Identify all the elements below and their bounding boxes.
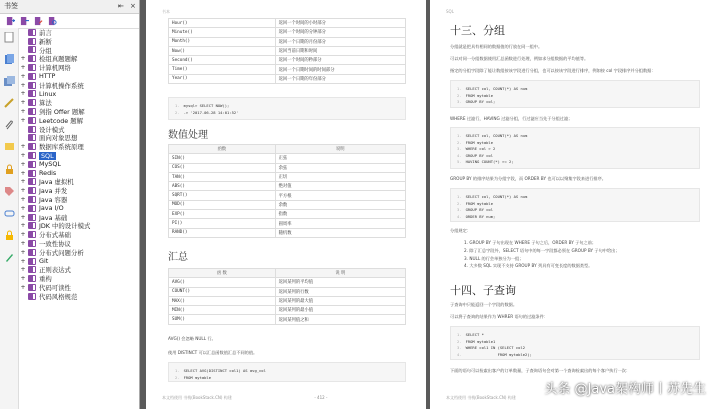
rule-item: 1. GROUP BY 子句出现在 WHERE 子句之后，ORDER BY 子句之前； xyxy=(464,240,597,245)
bookmark-tree xyxy=(20,28,137,409)
aggregate-function-table xyxy=(168,268,406,325)
code-text: FROM mytable2); xyxy=(465,351,532,357)
bookmark-label: Git xyxy=(39,257,49,266)
layers-icon[interactable] xyxy=(4,76,15,87)
signature-icon[interactable] xyxy=(4,98,15,109)
table-row xyxy=(169,163,406,172)
table-row xyxy=(169,65,406,74)
bookmark-icon xyxy=(28,99,36,106)
section-heading-aggregate: 汇总 xyxy=(168,252,188,263)
close-panel-icon[interactable]: × xyxy=(130,2,136,10)
table-cell: Hour() xyxy=(169,19,276,28)
bookmark-item[interactable] xyxy=(20,134,137,143)
table-header-row xyxy=(169,145,406,154)
bookmark-icon xyxy=(28,82,36,89)
lock-icon[interactable] xyxy=(4,230,15,241)
bookmark-icon xyxy=(28,46,36,53)
new-bookmark-icon[interactable] xyxy=(34,17,43,26)
table-cell: COS() xyxy=(169,163,276,172)
table-cell: 余数 xyxy=(275,200,405,209)
bookmark-icon xyxy=(28,196,36,203)
expand-bookmark-icon[interactable] xyxy=(6,17,15,26)
expand-icon[interactable]: + xyxy=(20,231,26,239)
line-number: 1. xyxy=(175,368,180,373)
expand-icon[interactable]: + xyxy=(20,152,26,160)
page-footer xyxy=(162,395,410,401)
bookmark-item[interactable] xyxy=(20,107,137,116)
bookmark-icon xyxy=(28,222,36,229)
bookmark-label: 分布式问题分析 xyxy=(39,248,84,257)
expand-icon[interactable]: + xyxy=(20,116,26,124)
section-heading-subquery: 十四、子查询 xyxy=(450,284,516,297)
bookmark-item[interactable] xyxy=(20,204,137,213)
bookmark-label: 新断 xyxy=(39,37,52,46)
bookmark-item[interactable] xyxy=(20,178,137,187)
table-cell: MAX() xyxy=(169,296,276,305)
table-cell: 返回一个日期的月份部分 xyxy=(275,37,405,46)
column-header: 函 数 xyxy=(169,269,276,278)
expand-icon[interactable]: + xyxy=(20,257,26,265)
paragraph: 可以将子查询的结果作为 WHRER 语句的过滤条件： xyxy=(450,314,548,319)
code-line xyxy=(175,375,399,382)
bookmarks-title: 书签 xyxy=(4,2,18,10)
line-number: 2. xyxy=(457,338,462,344)
bookmark-item[interactable] xyxy=(20,169,137,178)
paragraph: AVG() 会忽略 NULL 行。 xyxy=(168,336,216,341)
bookmark-label: Java 虚拟机 xyxy=(39,178,74,187)
page-number: - 412 - xyxy=(314,395,328,400)
table-cell: 圆周率 xyxy=(275,219,405,228)
expand-icon[interactable]: + xyxy=(20,275,26,283)
expand-icon[interactable]: + xyxy=(20,248,26,256)
table-cell: EXP() xyxy=(169,210,276,219)
expand-icon[interactable]: + xyxy=(20,222,26,230)
table-cell: COUNT() xyxy=(169,287,276,296)
line-number: 3. xyxy=(457,345,462,350)
page-header: SQL xyxy=(446,9,454,14)
bookmark-label: 剑指 Offer 题解 xyxy=(39,108,85,117)
code-text: HAVING COUNT(*) >= 2; xyxy=(465,159,514,164)
bookmark-label: 数据库系统原理 xyxy=(39,143,84,152)
column-header: 函数 xyxy=(169,145,276,154)
expand-icon[interactable]: + xyxy=(20,55,26,63)
bookmark-item[interactable] xyxy=(20,72,137,81)
column-header: 说明 xyxy=(275,145,405,154)
table-cell: 返回一个日期时间的时间部分 xyxy=(275,65,405,74)
bookmark-item[interactable] xyxy=(20,257,137,266)
table-cell: RAND() xyxy=(169,228,276,237)
bookmark-item[interactable] xyxy=(20,151,137,160)
bookmark-item[interactable] xyxy=(20,230,137,239)
code-block xyxy=(450,80,700,108)
pdf-page-left xyxy=(146,0,426,409)
table-cell: 余弦 xyxy=(275,163,405,172)
bookmark-item[interactable] xyxy=(20,195,137,204)
table-row xyxy=(169,172,406,181)
expand-icon[interactable]: + xyxy=(20,187,26,195)
table-cell: 正切 xyxy=(275,172,405,181)
bookmark-icon xyxy=(28,205,36,212)
code-block xyxy=(450,188,700,222)
code-block xyxy=(168,97,406,120)
pen-icon[interactable] xyxy=(4,252,15,263)
bookmark-label: 算法 xyxy=(39,99,52,108)
expand-icon[interactable]: + xyxy=(20,266,26,274)
attachment-icon[interactable] xyxy=(4,120,15,131)
code-line xyxy=(175,110,399,117)
bookmark-label: 设计模式 xyxy=(39,125,65,134)
table-cell: 返回某列的平均值 xyxy=(275,278,405,287)
table-cell: MOD() xyxy=(169,200,276,209)
table-row xyxy=(169,46,406,55)
bookmark-icon xyxy=(28,284,36,291)
paragraph: 分组规定： xyxy=(450,228,471,233)
table-cell: MIN() xyxy=(169,306,276,315)
bookmark-icon xyxy=(28,126,36,133)
line-number: 5. xyxy=(457,159,462,164)
line-number: 2. xyxy=(457,139,462,145)
bookmark-icon xyxy=(28,143,36,150)
line-number: 4. xyxy=(457,351,462,357)
bookmark-label: Linux xyxy=(39,89,57,98)
table-row xyxy=(169,315,406,324)
table-cell: 返回一个时间的小时部分 xyxy=(275,19,405,28)
code-text: SELECT AVG(DISTINCT col1) AS avg_col xyxy=(183,368,266,373)
table-row xyxy=(169,306,406,315)
paragraph: WHERE 过滤行，HAVING 过滤分组，行过滤应当先于分组过滤； xyxy=(450,116,573,121)
code-block xyxy=(450,127,700,169)
code-text: mysql> SELECT NOW(); xyxy=(183,103,230,108)
bookmark-label: 正则表达式 xyxy=(39,266,71,275)
bookmark-label: 代码风格规范 xyxy=(39,292,78,301)
bookmark-icon xyxy=(28,214,36,221)
code-text: FROM mytable xyxy=(465,200,494,206)
code-text: SELECT col, COUNT(*) AS num xyxy=(465,86,528,91)
table-cell: TAN() xyxy=(169,172,276,181)
expand-icon[interactable]: + xyxy=(20,213,26,221)
line-number: 2. xyxy=(457,200,462,206)
bookmark-item[interactable] xyxy=(20,186,137,195)
watermark: 头条 @Java架构师丨苏先生 xyxy=(544,382,706,397)
bookmarks-toolbar xyxy=(0,14,139,29)
table-row xyxy=(169,56,406,65)
code-text: FROM mytable xyxy=(465,139,494,145)
table-cell: 返回一个日期的年份部分 xyxy=(275,74,405,83)
line-number: 1. xyxy=(175,103,180,108)
table-row xyxy=(169,287,406,296)
table-header-row xyxy=(169,269,406,278)
line-number: 2. xyxy=(175,374,180,380)
paragraph: 指定的分组字段除了能让数组按该字段进行分组，也可以按该字段进行排序，例如按 col 字段排序并分组数据： xyxy=(450,68,656,73)
expand-icon[interactable]: + xyxy=(20,64,26,72)
expand-icon[interactable]: + xyxy=(20,160,26,168)
paragraph: 下面的语句可以检索出客户的订单数量，子查询语句会对第一个查询检索出的每个客户执行一次： xyxy=(450,368,631,373)
expand-icon[interactable]: + xyxy=(20,81,26,89)
bookmark-icon xyxy=(28,64,36,71)
expand-icon[interactable]: + xyxy=(20,72,26,80)
code-line xyxy=(457,352,693,359)
expand-icon[interactable]: + xyxy=(20,204,26,212)
bookmark-label: JDK 中的设计模式 xyxy=(39,222,91,231)
bookmark-label: SQL xyxy=(41,151,54,160)
code-text: FROM mytable xyxy=(183,374,212,380)
code-text: SELECT col, COUNT(*) AS num xyxy=(465,133,528,138)
table-row xyxy=(169,28,406,37)
rule-item: 2. 除了汇总字段外，SELECT 语句中的每一字段都必须在 GROUP BY 子句中给出； xyxy=(464,247,620,253)
bookmark-icon xyxy=(28,187,36,194)
bookmark-label: Java 并发 xyxy=(39,187,68,196)
bookmark-label: Leetcode 题解 xyxy=(39,116,84,125)
table-cell: 返回一个时间的分钟部分 xyxy=(275,28,405,37)
table-cell: ABS() xyxy=(169,182,276,191)
bookmark-label: 代码可读性 xyxy=(39,284,71,293)
bookmark-icon xyxy=(28,161,36,168)
bookmark-label: 计算机操作系统 xyxy=(39,81,84,90)
side-navigation-strip xyxy=(0,28,19,409)
bookmark-item[interactable] xyxy=(20,63,137,72)
table-row xyxy=(169,19,406,28)
bookmark-label: 分布式基础 xyxy=(39,231,71,240)
rule-list xyxy=(452,240,620,271)
bookmark-label: 前言 xyxy=(39,28,52,37)
line-number: 4. xyxy=(457,213,462,219)
table-cell: Now() xyxy=(169,46,276,55)
table-cell: 返回一个时间的秒部分 xyxy=(275,56,405,65)
code-text: GROUP BY col xyxy=(465,207,494,212)
table-row xyxy=(169,200,406,209)
expand-icon[interactable]: + xyxy=(20,240,26,248)
bookmark-label: 重构 xyxy=(39,275,52,284)
table-row xyxy=(169,219,406,228)
table-cell: SIN() xyxy=(169,154,276,163)
bookmark-icon xyxy=(28,152,36,159)
bookmark-icon xyxy=(28,108,36,115)
bookmark-item[interactable] xyxy=(20,266,137,275)
bookmark-icon[interactable] xyxy=(4,54,15,65)
table-cell: SUM() xyxy=(169,315,276,324)
code-text: SELECT * xyxy=(465,332,484,337)
bookmark-item[interactable] xyxy=(20,46,137,55)
bookmark-item[interactable] xyxy=(20,90,137,99)
bookmark-icon xyxy=(28,231,36,238)
section-heading-grouping: 十三、分组 xyxy=(450,24,505,37)
collapse-panel-icon[interactable]: ⇤ xyxy=(118,2,124,10)
bookmark-label: Redis xyxy=(39,169,57,178)
line-number: 2. xyxy=(175,109,180,115)
bookmark-icon xyxy=(28,134,36,141)
bookmark-icon xyxy=(28,293,36,300)
paragraph: 子查询中只能返回一个字段的数据。 xyxy=(450,302,518,307)
table-cell: Month() xyxy=(169,37,276,46)
find-bookmark-icon[interactable] xyxy=(48,17,57,26)
footer-text: 本文档使用 书栈(BookStack.CN) 构建 xyxy=(446,395,516,400)
code-text: WHERE col1 IN (SELECT col2 xyxy=(465,345,526,350)
expand-icon[interactable]: + xyxy=(20,178,26,186)
expand-icon[interactable]: + xyxy=(20,90,26,98)
bookmark-item[interactable] xyxy=(20,292,137,301)
table-cell: 返回某列的行数 xyxy=(275,287,405,296)
bookmark-label: HTTP xyxy=(39,72,56,81)
table-cell: 返回当前日期和时间 xyxy=(275,46,405,55)
code-text: FROM mytable xyxy=(465,92,494,98)
table-cell: 返回某列的最大值 xyxy=(275,296,405,305)
bookmark-item[interactable] xyxy=(20,222,137,231)
bookmark-item[interactable] xyxy=(20,160,137,169)
column-header: 说 明 xyxy=(275,269,405,278)
bookmark-label: 计算机网络 xyxy=(39,64,71,73)
bookmark-icon xyxy=(28,29,36,36)
section-heading-numeric: 数值处理 xyxy=(168,130,208,141)
collapse-bookmark-icon[interactable] xyxy=(20,17,29,26)
table-cell: Minute() xyxy=(169,28,276,37)
table-row xyxy=(169,74,406,83)
bookmark-label: 检组真题题解 xyxy=(39,55,78,64)
paragraph: 分组就是把具有相同的数据值的行放在同一组中。 xyxy=(450,44,543,49)
table-cell: 绝对值 xyxy=(275,182,405,191)
line-number: 1. xyxy=(457,332,462,337)
code-text: GROUP BY col xyxy=(465,152,494,158)
bookmark-item[interactable] xyxy=(20,142,137,151)
bookmark-icon xyxy=(28,275,36,282)
code-text: WHERE col > 2 xyxy=(465,146,496,151)
code-block xyxy=(168,362,406,382)
paragraph: 可以对同一分组数据使用汇总函数进行处理，例如求分组数据的平均值等。 xyxy=(450,56,589,61)
bookmark-label: MySQL xyxy=(39,160,61,169)
code-text: -> '2017-06-28 14:01:52' xyxy=(183,109,239,115)
table-row xyxy=(169,278,406,287)
bookmark-label: 一致性协议 xyxy=(39,240,71,249)
bookmark-icon xyxy=(28,266,36,273)
bookmark-item[interactable] xyxy=(20,81,137,90)
table-cell: 正弦 xyxy=(275,154,405,163)
code-text: GROUP BY col; xyxy=(465,99,496,104)
link-icon[interactable] xyxy=(4,208,15,219)
table-row xyxy=(169,191,406,200)
code-text: ORDER BY num; xyxy=(465,213,496,219)
table-cell: PI() xyxy=(169,219,276,228)
date-function-table xyxy=(168,18,406,84)
bookmarks-title-bar xyxy=(0,0,139,14)
bookmark-icon xyxy=(28,117,36,124)
bookmark-item[interactable] xyxy=(20,213,137,222)
table-cell: 平方根 xyxy=(275,191,405,200)
bookmark-label: 分组 xyxy=(39,46,52,55)
code-line xyxy=(457,99,693,106)
table-row xyxy=(169,182,406,191)
page-header: 书本 xyxy=(162,9,170,14)
table-cell: 指数 xyxy=(275,210,405,219)
bookmark-icon xyxy=(28,73,36,80)
expand-icon[interactable]: + xyxy=(20,196,26,204)
bookmark-label: Java 基础 xyxy=(39,213,68,222)
table-row xyxy=(169,296,406,305)
table-cell: Second() xyxy=(169,56,276,65)
table-row xyxy=(169,154,406,163)
table-cell: 返回某列的最小值 xyxy=(275,306,405,315)
bookmark-label: Java 容器 xyxy=(39,196,68,205)
bookmark-icon xyxy=(28,170,36,177)
code-text: SELECT col, COUNT(*) AS num xyxy=(465,194,528,199)
code-line xyxy=(457,159,693,166)
bookmark-icon xyxy=(28,178,36,185)
table-cell: 返回某列值之和 xyxy=(275,315,405,324)
numeric-function-table xyxy=(168,144,406,238)
bookmark-icon xyxy=(28,55,36,62)
page-thumbnail-icon[interactable] xyxy=(4,32,15,43)
table-cell: SQRT() xyxy=(169,191,276,200)
bookmark-icon xyxy=(28,90,36,97)
expand-icon[interactable]: + xyxy=(20,99,26,107)
footer-text: 本文档使用 书栈(BookStack.CN) 构建 xyxy=(162,395,232,400)
table-cell: Year() xyxy=(169,74,276,83)
expand-icon[interactable]: + xyxy=(20,108,26,116)
rule-item: 4. 大多数 SQL 实现不支持 GROUP BY 列具有可变长度的数据类型。 xyxy=(464,263,593,269)
bookmark-item[interactable] xyxy=(20,37,137,46)
paragraph: 使用 DISTINCT 可以汇总函数值汇总不同的值。 xyxy=(168,350,258,355)
expand-icon[interactable]: + xyxy=(20,143,26,151)
table-row xyxy=(169,37,406,46)
table-cell: Time() xyxy=(169,65,276,74)
line-number: 1. xyxy=(457,86,462,91)
bookmarks-panel xyxy=(0,0,140,409)
expand-icon[interactable]: + xyxy=(20,169,26,177)
bookmark-item[interactable] xyxy=(20,54,137,63)
bookmark-item[interactable] xyxy=(20,125,137,134)
table-row xyxy=(169,228,406,237)
bookmark-icon xyxy=(28,38,36,45)
tag-icon[interactable] xyxy=(4,186,15,197)
comment-icon[interactable] xyxy=(4,142,15,153)
bookmark-label: Java I/O xyxy=(39,204,64,213)
bookmark-item[interactable] xyxy=(20,274,137,283)
bookmark-item[interactable] xyxy=(20,116,137,125)
line-number: 4. xyxy=(457,152,462,158)
line-number: 1. xyxy=(457,133,462,138)
line-number: 2. xyxy=(457,92,462,98)
bookmark-icon xyxy=(28,240,36,247)
bookmark-item[interactable] xyxy=(20,98,137,107)
bookmark-label: 面向对象思想 xyxy=(39,134,78,143)
code-block xyxy=(450,326,700,360)
line-number: 3. xyxy=(457,146,462,151)
bookmark-item[interactable] xyxy=(20,28,137,37)
pdf-page-right xyxy=(430,0,720,409)
line-number: 3. xyxy=(457,99,462,104)
rule-item: 3. NULL 的行会单独分为一组； xyxy=(464,255,524,261)
bookmark-icon xyxy=(28,258,36,265)
line-number: 1. xyxy=(457,194,462,199)
security-lock-icon[interactable] xyxy=(4,164,15,175)
line-number: 3. xyxy=(457,207,462,212)
table-cell: AVG() xyxy=(169,278,276,287)
bookmark-item[interactable] xyxy=(20,248,137,257)
bookmark-icon xyxy=(28,249,36,256)
expand-icon[interactable]: + xyxy=(20,284,26,291)
bookmark-item[interactable] xyxy=(20,283,137,292)
table-cell: 随机数 xyxy=(275,228,405,237)
bookmark-item[interactable] xyxy=(20,239,137,248)
paragraph: GROUP BY 的排序结果为分组字段，而 ORDER BY 也可以以聚集字段来进行排序。 xyxy=(450,176,606,181)
code-text: FROM mytable1 xyxy=(465,338,496,344)
code-line xyxy=(457,214,693,221)
table-row xyxy=(169,210,406,219)
